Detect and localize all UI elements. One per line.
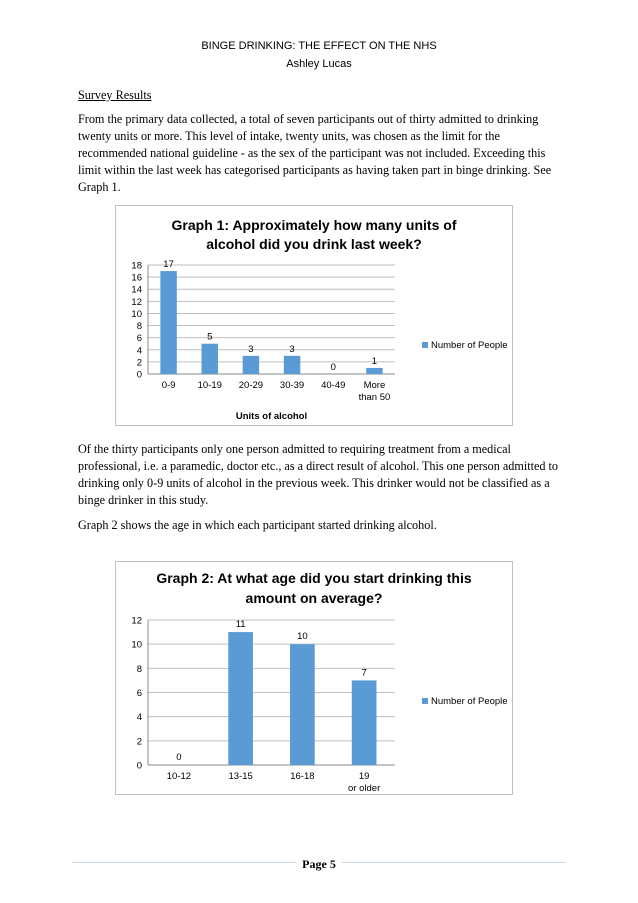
legend-label: Number of People bbox=[431, 340, 508, 351]
bar bbox=[243, 356, 259, 374]
y-tick-label: 12 bbox=[131, 615, 142, 627]
data-label: 3 bbox=[289, 343, 295, 355]
y-tick-label: 18 bbox=[131, 260, 142, 272]
y-tick-label: 2 bbox=[136, 357, 142, 369]
x-tick-label: 0-9 bbox=[161, 380, 176, 391]
y-tick-label: 4 bbox=[136, 345, 142, 357]
data-label: 3 bbox=[248, 343, 254, 355]
x-tick-label: 16-18 bbox=[290, 771, 315, 782]
x-axis-label: Units of alcohol bbox=[235, 411, 308, 422]
data-label: 0 bbox=[330, 362, 336, 373]
legend-label: Number of People bbox=[431, 696, 508, 707]
bar bbox=[284, 356, 300, 374]
graph-1-svg bbox=[116, 206, 512, 425]
data-label: 5 bbox=[207, 331, 213, 343]
chart-title-line-2: amount on average? bbox=[245, 590, 383, 606]
data-label: 7 bbox=[361, 667, 367, 679]
y-tick-label: 0 bbox=[136, 760, 142, 772]
chart-title-line-1: Graph 1: Approximately how many units of bbox=[171, 217, 457, 233]
data-label: 11 bbox=[235, 619, 246, 631]
header-author: Ashley Lucas bbox=[286, 58, 352, 70]
graph-2-svg bbox=[116, 562, 512, 794]
bar bbox=[352, 680, 377, 765]
x-tick-label: 19 or older bbox=[348, 771, 381, 794]
legend-swatch bbox=[422, 698, 428, 704]
y-tick-label: 10 bbox=[131, 308, 142, 320]
x-tick-label: More than 50 bbox=[358, 380, 391, 403]
x-tick-label: 10-12 bbox=[166, 771, 192, 782]
x-tick-label: 20-29 bbox=[238, 380, 264, 391]
x-tick-label: 13-15 bbox=[228, 771, 253, 782]
bar bbox=[202, 344, 218, 374]
section-title: Survey Results bbox=[78, 88, 152, 102]
y-tick-label: 6 bbox=[136, 333, 142, 345]
data-label: 0 bbox=[176, 752, 182, 763]
y-tick-label: 4 bbox=[136, 712, 142, 724]
x-tick-label: 10-19 bbox=[197, 380, 222, 391]
y-tick-label: 12 bbox=[131, 296, 142, 308]
paragraph-1: From the primary data collected, a total of seven participants out of thirty admitted to drinking twenty units or more. This level of intake, twenty units, was chosen as the limit for the recommended national guideline - as the sex of the participant was not included. Exceeding this limit within the last week has categorised participants as having taken part in binge drinking. See Graph 1. bbox=[78, 112, 552, 194]
y-tick-label: 14 bbox=[131, 284, 142, 296]
bar bbox=[290, 644, 315, 765]
chart-title-line-1: Graph 2: At what age did you start drinking this bbox=[156, 570, 472, 586]
legend-swatch bbox=[422, 342, 428, 348]
x-tick-label: 40-49 bbox=[321, 380, 346, 391]
data-label: 17 bbox=[163, 259, 174, 271]
data-label: 1 bbox=[371, 355, 378, 367]
header-title: BINGE DRINKING: THE EFFECT ON THE NHS bbox=[201, 40, 437, 52]
y-tick-label: 0 bbox=[136, 369, 142, 381]
data-label: 10 bbox=[297, 631, 308, 643]
y-tick-label: 10 bbox=[131, 639, 142, 651]
chart-title-line-2: alcohol did you drink last week? bbox=[206, 236, 422, 252]
graph-2 bbox=[115, 561, 513, 795]
bar bbox=[160, 271, 176, 374]
bar bbox=[228, 632, 253, 765]
y-tick-label: 6 bbox=[136, 688, 142, 699]
y-tick-label: 2 bbox=[136, 736, 142, 748]
y-tick-label: 8 bbox=[136, 663, 142, 675]
page-number: Page 5 bbox=[302, 857, 336, 871]
x-tick-label: 30-39 bbox=[279, 380, 305, 391]
paragraph-3: Graph 2 shows the age in which each participant started drinking alcohol. bbox=[78, 518, 437, 532]
bar bbox=[366, 368, 382, 374]
graph-1 bbox=[115, 205, 513, 426]
paragraph-2: Of the thirty participants only one person admitted to requiring treatment from a medical professional, i.e. a paramedic, doctor etc., as a direct result of alcohol. This one person admitted to drinking only 0-9 units of alcohol in the previous week. This drinker would not be classified as a binge drinker in this study. bbox=[78, 442, 559, 507]
y-tick-label: 8 bbox=[136, 321, 142, 333]
y-tick-label: 16 bbox=[131, 272, 142, 284]
